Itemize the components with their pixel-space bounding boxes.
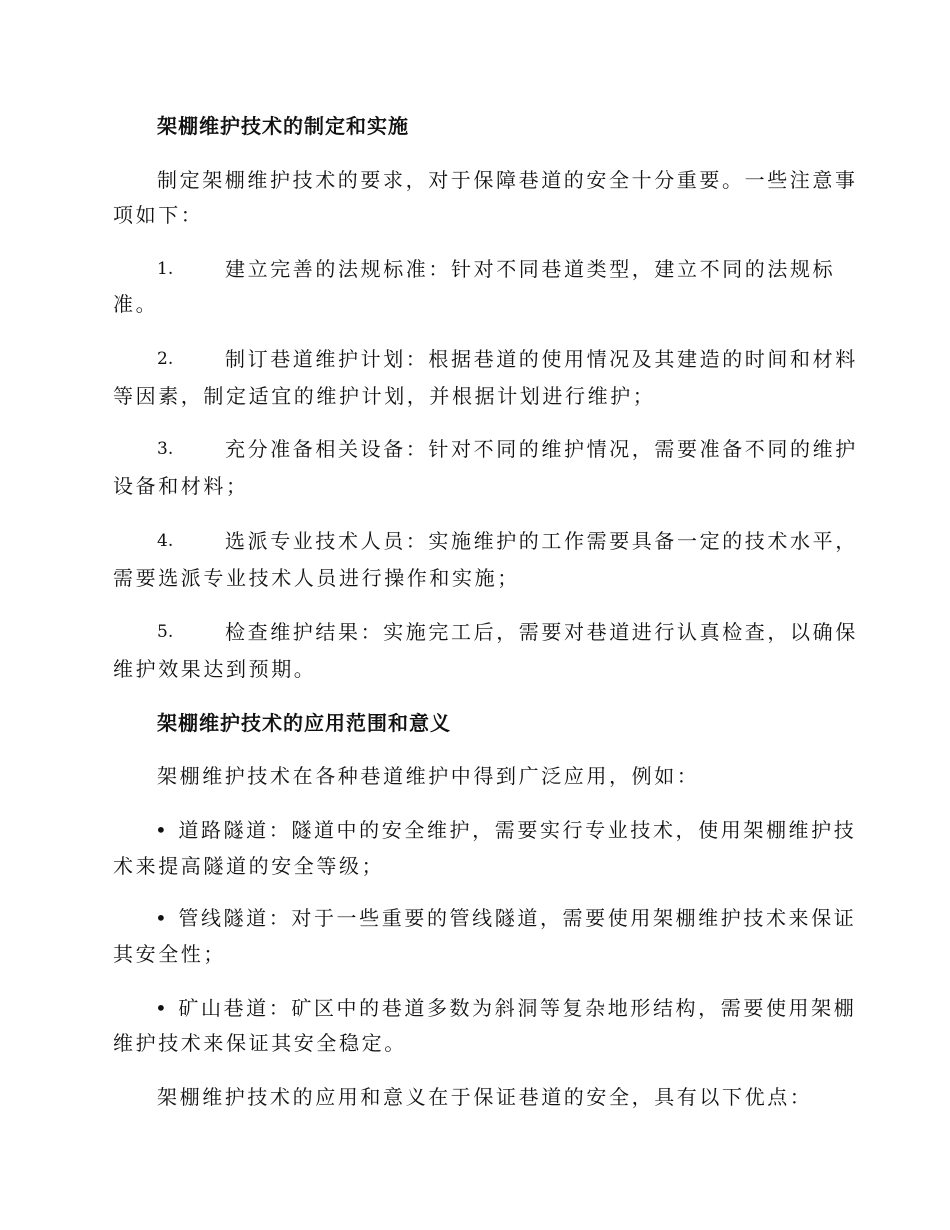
- list-item-line-2: 维护效果达到预期。: [113, 657, 317, 681]
- advantages-intro-paragraph: 架棚维护技术的应用和意义在于保证巷道的安全，具有以下优点：: [157, 1085, 813, 1109]
- intro-paragraph-line-2: 项如下：: [113, 203, 204, 227]
- list-item-line-2: 等因素，制定适宜的维护计划，并根据计划进行维护；: [113, 384, 656, 408]
- list-item-line-1: 建立完善的法规标准：针对不同巷道类型，建立不同的法规标: [225, 257, 836, 281]
- bullet-item-line-2: 其安全性；: [113, 942, 226, 966]
- list-item-line-1: 制订巷道维护计划：根据巷道的使用情况及其建造的时间和材料: [225, 347, 858, 371]
- list-item-number: 4.: [157, 531, 174, 551]
- intro-paragraph-line-1: 制定架棚维护技术的要求，对于保障巷道的安全十分重要。一些注意事: [157, 168, 858, 192]
- list-item-line-1: 检查维护结果：实施完工后，需要对巷道进行认真检查，以确保: [225, 620, 858, 644]
- bullet-item-line-2: 术来提高隧道的安全等级；: [113, 854, 385, 878]
- list-item-number: 1.: [157, 259, 174, 279]
- application-intro-paragraph: 架棚维护技术在各种巷道维护中得到广泛应用，例如：: [157, 764, 700, 788]
- bullet-item-line-1: • 矿山巷道：矿区中的巷道多数为斜洞等复杂地形结构，需要使用架棚: [155, 996, 857, 1020]
- list-item-line-2: 需要选派专业技术人员进行操作和实施；: [113, 566, 520, 590]
- bullet-item-line-2: 维护技术来保证其安全稳定。: [113, 1031, 407, 1055]
- list-item-number: 5.: [157, 622, 174, 642]
- section-heading-application: 架棚维护技术的应用范围和意义: [157, 711, 451, 735]
- list-item-line-2: 准。: [113, 292, 159, 316]
- list-item-line-2: 设备和材料；: [113, 474, 249, 498]
- list-item-line-1: 选派专业技术人员：实施维护的工作需要具备一定的技术水平，: [225, 529, 858, 553]
- list-item-line-1: 充分准备相关设备：针对不同的维护情况，需要准备不同的维护: [225, 437, 858, 461]
- bullet-item-line-1: • 道路隧道：隧道中的安全维护，需要实行专业技术，使用架棚维护技: [155, 818, 857, 842]
- list-item-number: 2.: [157, 349, 174, 369]
- list-item-number: 3.: [157, 439, 174, 459]
- bullet-item-line-1: • 管线隧道：对于一些重要的管线隧道，需要使用架棚维护技术来保证: [155, 906, 857, 930]
- section-heading-implementation: 架棚维护技术的制定和实施: [157, 114, 409, 138]
